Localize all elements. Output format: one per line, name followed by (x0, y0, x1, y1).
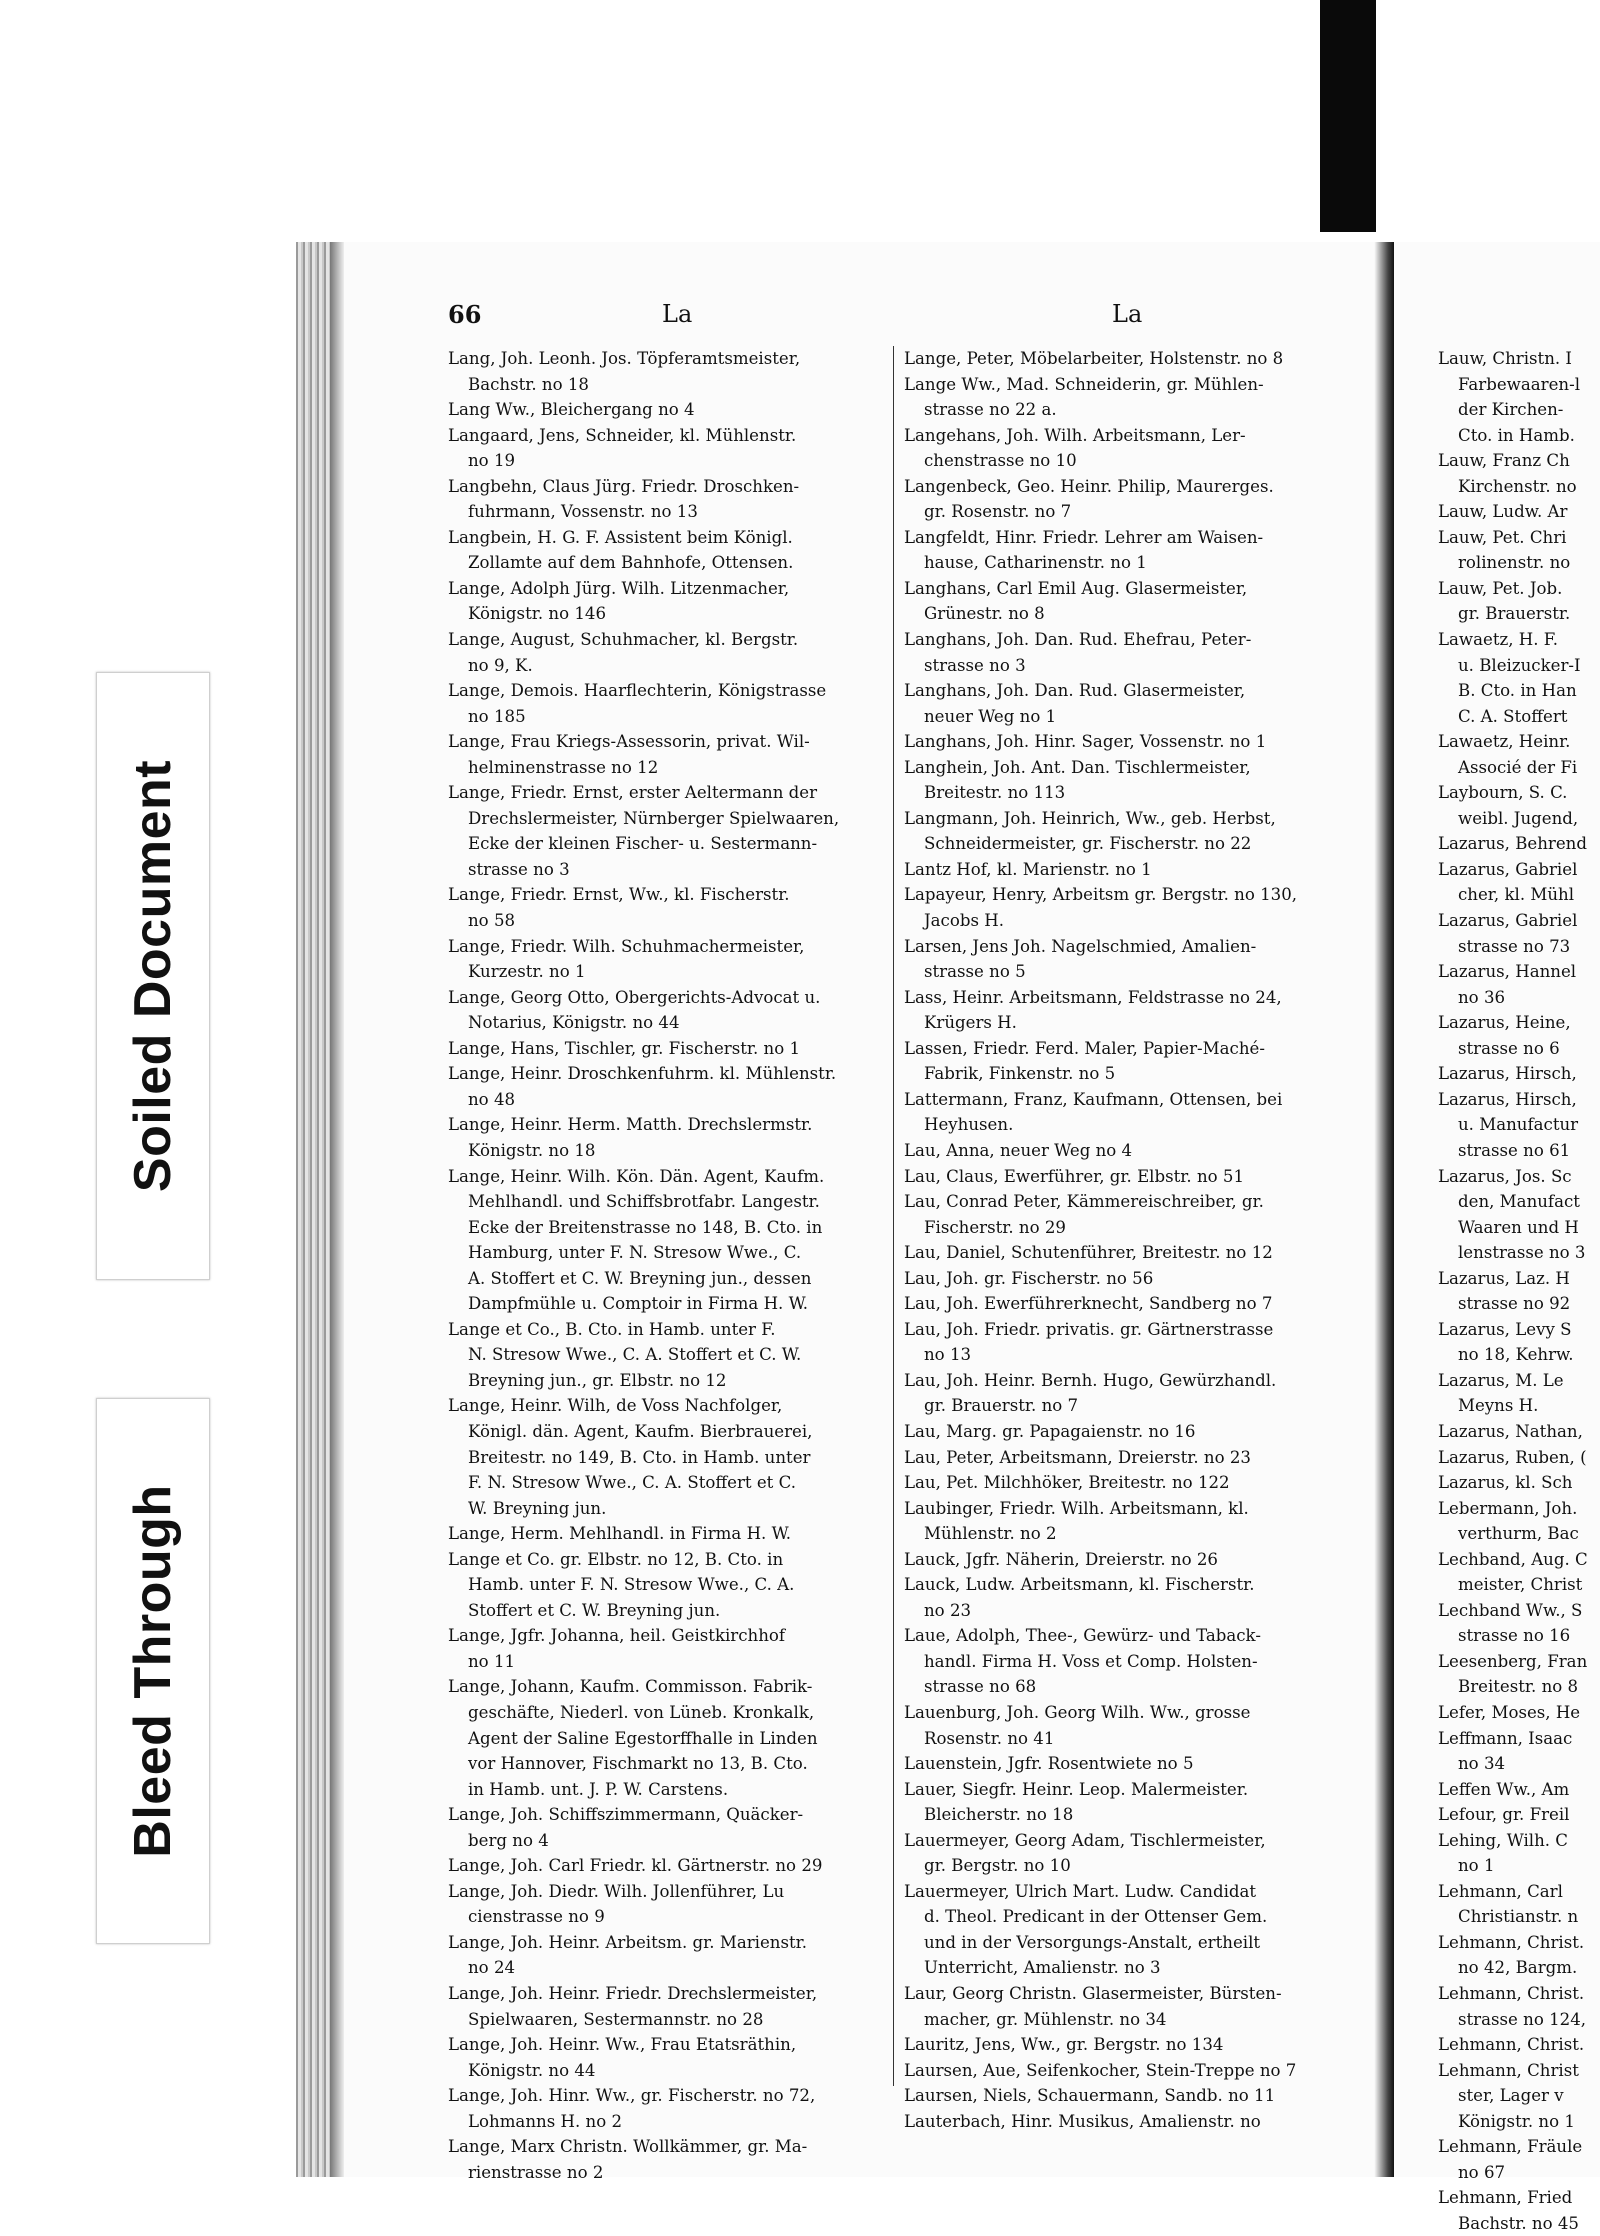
directory-entry-line: Lazarus, Behrend (1438, 834, 1587, 854)
directory-entry-line: Lange et Co. gr. Elbstr. no 12, B. Cto. in (448, 1549, 784, 1569)
directory-entry-line: Lange, Hans, Tischler, gr. Fischerstr. no 1 (448, 1038, 801, 1058)
directory-entry-line: no 42, Bargm. (1458, 1958, 1578, 1978)
directory-entry-line: no 36 (1458, 987, 1506, 1007)
directory-entry-line: Lange, Georg Otto, Obergerichts-Advocat u. (448, 987, 821, 1007)
directory-entry-line: Laur, Georg Christn. Glasermeister, Bürsten- (904, 1984, 1282, 2003)
directory-entry-line: gr. Brauerstr. no 7 (924, 1396, 1079, 1416)
directory-entry-line: Meyns H. (1458, 1396, 1539, 1416)
directory-entry-line: Lapayeur, Henry, Arbeitsm gr. Bergstr. no 130, (904, 885, 1298, 905)
directory-entry-line: Dampfmühle u. Comptoir in Firma H. W. (468, 1294, 809, 1314)
directory-entry-line: no 9, K. (468, 655, 533, 675)
directory-entry-line: no 185 (468, 706, 526, 726)
directory-entry-line: Königstr. no 146 (468, 604, 607, 624)
directory-entry-line: Lazarus, Hirsch, (1438, 1089, 1577, 1109)
directory-entry-line: Farbewaaren-l (1458, 374, 1580, 394)
directory-entry-line: F. N. Stresow Wwe., C. A. Stoffert et C. (468, 1473, 797, 1493)
directory-entry-line: Lange, Friedr. Ernst, Ww., kl. Fischerstr. (448, 885, 790, 905)
directory-entry-line: Ecke der kleinen Fischer- u. Sestermann- (468, 834, 818, 854)
directory-entry-line: Breitestr. no 149, B. Cto. in Hamb. unter (468, 1447, 811, 1467)
directory-entry-line: Laursen, Niels, Schauermann, Sandb. no 11 (904, 2086, 1276, 2106)
directory-entry-line: Lefour, gr. Freil (1438, 1805, 1570, 1825)
directory-entry-line: A. Stoffert et C. W. Breyning jun., dessen (468, 1268, 812, 1288)
directory-entry-line: strasse no 124, (1458, 2009, 1587, 2029)
directory-entry-line: geschäfte, Niederl. von Lüneb. Kronkalk, (468, 1702, 815, 1722)
directory-entry-line: Lange, Joh. Carl Friedr. kl. Gärtnerstr. no 29 (448, 1856, 823, 1876)
directory-entry-line: Associé der Fi (1458, 757, 1578, 777)
directory-entry-line: gr. Rosenstr. no 7 (924, 502, 1072, 522)
directory-entry-line: no 48 (468, 1089, 516, 1109)
directory-entry-line: Lauer, Siegfr. Heinr. Leop. Malermeister. (904, 1779, 1249, 1799)
directory-entry-line: Lau, Daniel, Schutenführer, Breitestr. no 12 (904, 1243, 1273, 1263)
directory-entry-line: Lehmann, Christ. (1438, 1932, 1585, 1952)
directory-entry-line: strasse no 5 (924, 962, 1026, 982)
directory-entry-line: Langehans, Joh. Wilh. Arbeitsmann, Ler- (904, 425, 1246, 445)
directory-entry-line: Lange, Herm. Mehlhandl. in Firma H. W. (448, 1524, 792, 1544)
directory-entry-line: Königstr. no 1 (1458, 2111, 1575, 2131)
directory-entry-line: Leesenberg, Fran (1438, 1651, 1588, 1671)
directory-entry-line: Stoffert et C. W. Breyning jun. (468, 1600, 721, 1620)
directory-entry-line: Lange Ww., Mad. Schneiderin, gr. Mühlen- (904, 374, 1264, 394)
directory-entry-line: Langhein, Joh. Ant. Dan. Tischlermeister, (904, 757, 1251, 777)
page-shadow (330, 242, 344, 2177)
directory-entry-line: Lehmann, Christ (1438, 2060, 1579, 2080)
directory-entry-line: Grünestr. no 8 (924, 604, 1045, 624)
directory-entry-line: Lehing, Wilh. C (1438, 1830, 1569, 1850)
directory-entry-line: strasse no 22 a. (924, 400, 1057, 420)
directory-entry-line: no 23 (924, 1600, 972, 1620)
directory-entry-line: no 11 (468, 1651, 516, 1671)
directory-entry-line: cher, kl. Mühl (1458, 885, 1575, 905)
directory-entry-line: den, Manufact (1458, 1192, 1580, 1212)
directory-entry-line: no 18, Kehrw. (1458, 1345, 1574, 1365)
directory-entry-line: Lange, Joh. Diedr. Wilh. Jollenführer, Lu (448, 1881, 785, 1901)
directory-entry-line: strasse no 6 (1458, 1038, 1560, 1058)
directory-entry-line: no 34 (1458, 1754, 1506, 1774)
directory-entry-line: Mehlhandl. und Schiffsbrotfabr. Langestr. (468, 1192, 820, 1212)
directory-entry-line: Lau, Anna, neuer Weg no 4 (904, 1140, 1133, 1160)
directory-entry-line: Königl. dän. Agent, Kaufm. Bierbrauerei, (468, 1421, 813, 1441)
directory-entry-line: Lau, Marg. gr. Papagaienstr. no 16 (904, 1421, 1196, 1441)
directory-entry-line: hause, Catharinenstr. no 1 (924, 553, 1147, 573)
directory-entry-line: Lazarus, Levy S (1438, 1319, 1572, 1339)
directory-entry-line: Bleicherstr. no 18 (924, 1805, 1074, 1825)
directory-entry-line: Königstr. no 18 (468, 1140, 596, 1160)
directory-entry-line: Lau, Claus, Ewerführer, gr. Elbstr. no 51 (904, 1166, 1245, 1186)
directory-entry-line: Lechband, Aug. C (1438, 1549, 1588, 1569)
soiled-document-label (96, 672, 210, 1280)
directory-entry-line: no 13 (924, 1345, 972, 1365)
directory-entry-line: Leffmann, Isaac (1438, 1728, 1573, 1748)
directory-entry-line: Lauermeyer, Ulrich Mart. Ludw. Candidat (904, 1881, 1257, 1901)
directory-entry-line: Lange, Joh. Schiffszimmermann, Quäcker- (448, 1805, 804, 1825)
directory-entry-line: strasse no 3 (924, 655, 1026, 675)
directory-entry-line: Lau, Pet. Milchhöker, Breitestr. no 122 (904, 1473, 1230, 1493)
directory-entry-line: Krügers H. (924, 1013, 1017, 1033)
directory-entry-line: no 24 (468, 1958, 516, 1978)
directory-entry-line: Lange, Johann, Kaufm. Commisson. Fabrik- (448, 1677, 813, 1697)
directory-entry-line: helminenstrasse no 12 (468, 757, 659, 777)
directory-entry-line: Fabrik, Finkenstr. no 5 (924, 1064, 1116, 1084)
directory-entry-line: Lange, Heinr. Wilh. Kön. Dän. Agent, Kaufm. (448, 1166, 825, 1186)
directory-entry-line: Lauterbach, Hinr. Musikus, Amalienstr. no (904, 2111, 1261, 2131)
directory-entry-line: C. A. Stoffert (1458, 706, 1568, 726)
directory-entry-line: gr. Brauerstr. (1458, 604, 1571, 624)
directory-entry-line: Rosenstr. no 41 (924, 1728, 1055, 1748)
directory-entry-line: Langmann, Joh. Heinrich, Ww., geb. Herbst, (904, 808, 1276, 828)
directory-entry-line: ster, Lager v (1458, 2086, 1564, 2106)
directory-column-middle (904, 346, 1350, 2134)
directory-entry-line: Lehmann, Fräule (1438, 2137, 1583, 2157)
directory-column-left (448, 346, 888, 2185)
directory-entry-line: W. Breyning jun. (468, 1498, 607, 1518)
directory-entry-line: Lechband Ww., S (1438, 1600, 1583, 1620)
directory-entry-line: macher, gr. Mühlenstr. no 34 (924, 2009, 1167, 2029)
directory-entry-line: neuer Weg no 1 (924, 706, 1057, 726)
directory-entry-line: Langbein, H. G. F. Assistent beim Königl. (448, 527, 793, 547)
directory-entry-line: Lazarus, M. Le (1438, 1370, 1564, 1390)
directory-entry-line: Jacobs H. (924, 911, 1004, 931)
bleed-through-label (96, 1398, 210, 1944)
directory-entry-line: Lauenburg, Joh. Georg Wilh. Ww., grosse (904, 1702, 1251, 1722)
bleed-through-text: Bleed Through (124, 1484, 182, 1858)
directory-entry-line: Lauw, Pet. Job. (1438, 578, 1563, 598)
directory-entry-line: und in der Versorgungs-Anstalt, ertheilt (924, 1932, 1261, 1952)
directory-entry-line: Langhans, Joh. Hinr. Sager, Vossenstr. no 1 (904, 732, 1267, 752)
directory-entry-line: Agent der Saline Egestorffhalle in Linden (468, 1728, 818, 1748)
directory-entry-line: Lau, Peter, Arbeitsmann, Dreierstr. no 23 (904, 1447, 1251, 1467)
directory-entry-line: Lauritz, Jens, Ww., gr. Bergstr. no 134 (904, 2035, 1224, 2055)
directory-entry-line: Ecke der Breitenstrasse no 148, B. Cto. in (468, 1217, 823, 1237)
directory-entry-line: lenstrasse no 3 (1458, 1243, 1586, 1263)
directory-entry-line: Hamburg, unter F. N. Stresow Wwe., C. (468, 1243, 802, 1263)
book-gutter (1374, 242, 1394, 2177)
directory-entry-line: rolinenstr. no (1458, 553, 1571, 573)
directory-entry-line: Lantz Hof, kl. Marienstr. no 1 (904, 859, 1152, 879)
directory-entry-line: handl. Firma H. Voss et Comp. Holsten- (924, 1651, 1258, 1671)
directory-entry-line: strasse no 73 (1458, 936, 1571, 956)
directory-entry-line: Lehmann, Carl (1438, 1881, 1563, 1901)
directory-entry-line: Christianstr. n (1458, 1907, 1579, 1927)
directory-entry-line: Lebermann, Joh. (1438, 1498, 1578, 1518)
directory-entry-line: Spielwaaren, Sestermannstr. no 28 (468, 2009, 764, 2029)
directory-entry-line: Unterricht, Amalienstr. no 3 (924, 1958, 1161, 1978)
directory-entry-line: Heyhusen. (924, 1115, 1014, 1135)
directory-entry-line: Lange, Heinr. Herm. Matth. Drechslermstr. (448, 1115, 813, 1135)
directory-entry-line: Zollamte auf dem Bahnhofe, Ottensen. (468, 553, 794, 573)
directory-entry-line: Lassen, Friedr. Ferd. Maler, Papier-Maché- (904, 1038, 1265, 1058)
directory-entry-line: Langhans, Joh. Dan. Rud. Glasermeister, (904, 681, 1246, 701)
directory-entry-line: Lau, Joh. gr. Fischerstr. no 56 (904, 1268, 1154, 1288)
directory-entry-line: Lehmann, Christ. (1438, 2035, 1585, 2055)
directory-entry-line: Lange, August, Schuhmacher, kl. Bergstr. (448, 630, 799, 650)
running-header-left: La (662, 300, 693, 328)
directory-entry-line: Lang Ww., Bleichergang no 4 (448, 400, 695, 420)
directory-entry-line: Langhans, Carl Emil Aug. Glasermeister, (904, 578, 1248, 598)
directory-entry-line: Waaren und H (1458, 1217, 1579, 1237)
directory-entry-line: Lefer, Moses, He (1438, 1702, 1581, 1722)
directory-entry-line: Lau, Joh. Ewerführerknecht, Sandberg no 7 (904, 1294, 1273, 1314)
directory-entry-line: Königstr. no 44 (468, 2060, 596, 2080)
directory-entry-line: Laubinger, Friedr. Wilh. Arbeitsmann, kl. (904, 1498, 1249, 1518)
directory-entry-line: Lazarus, Hirsch, (1438, 1064, 1577, 1084)
directory-entry-line: Bachstr. no 45 (1458, 2213, 1579, 2233)
directory-entry-line: Lauermeyer, Georg Adam, Tischlermeister, (904, 1830, 1266, 1850)
directory-entry-line: no 1 (1458, 1856, 1495, 1876)
directory-entry-line: Fischerstr. no 29 (924, 1217, 1066, 1237)
directory-entry-line: chenstrasse no 10 (924, 451, 1077, 471)
directory-entry-line: Lazarus, Gabriel (1438, 859, 1578, 879)
directory-entry-line: Lange, Marx Christn. Wollkämmer, gr. Ma- (448, 2137, 808, 2157)
directory-entry-line: Lau, Joh. Friedr. privatis. gr. Gärtnerstrasse (904, 1319, 1274, 1339)
directory-entry-line: Lawaetz, Heinr. (1438, 732, 1571, 752)
directory-entry-line: gr. Bergstr. no 10 (924, 1856, 1071, 1876)
directory-entry-line: Cto. in Hamb. (1458, 425, 1575, 445)
directory-entry-line: Laursen, Aue, Seifenkocher, Stein-Treppe no 7 (904, 2060, 1297, 2080)
page-number: 66 (448, 300, 482, 329)
directory-entry-line: Lauck, Jgfr. Näherin, Dreierstr. no 26 (904, 1549, 1218, 1569)
directory-entry-line: Leffen Ww., Am (1438, 1779, 1570, 1799)
directory-entry-line: Lange, Joh. Hinr. Ww., gr. Fischerstr. no 72, (448, 2086, 816, 2106)
directory-entry-line: Breitestr. no 8 (1458, 1677, 1579, 1697)
directory-entry-line: Lauw, Ludw. Ar (1438, 502, 1568, 522)
directory-entry-line: vor Hannover, Fischmarkt no 13, B. Cto. (468, 1754, 808, 1774)
directory-entry-line: Langbehn, Claus Jürg. Friedr. Droschken- (448, 476, 800, 496)
directory-entry-line: Lauw, Pet. Chri (1438, 527, 1567, 547)
directory-entry-line: Kurzestr. no 1 (468, 962, 586, 982)
directory-entry-line: Bachstr. no 18 (468, 374, 589, 394)
directory-entry-line: rienstrasse no 2 (468, 2162, 604, 2182)
directory-entry-line: Lazarus, Heine, (1438, 1013, 1571, 1033)
directory-entry-line: Lass, Heinr. Arbeitsmann, Feldstrasse no 24, (904, 987, 1282, 1007)
directory-entry-line: weibl. Jugend, (1458, 808, 1579, 828)
directory-entry-line: Langfeldt, Hinr. Friedr. Lehrer am Waisen- (904, 527, 1264, 547)
directory-entry-line: fuhrmann, Vossenstr. no 13 (468, 502, 698, 522)
directory-entry-line: d. Theol. Predicant in der Ottenser Gem. (924, 1907, 1268, 1927)
directory-entry-line: Lange, Peter, Möbelarbeiter, Holstenstr. no 8 (904, 349, 1284, 368)
directory-entry-line: Laue, Adolph, Thee-, Gewürz- und Taback- (904, 1626, 1261, 1646)
running-header-right: La (1112, 300, 1143, 328)
directory-entry-line: der Kirchen- (1458, 400, 1564, 420)
directory-entry-line: u. Manufactur (1458, 1115, 1579, 1135)
directory-entry-line: strasse no 61 (1458, 1140, 1571, 1160)
directory-entry-line: Lazarus, Hannel (1438, 962, 1577, 982)
directory-entry-line: Lange, Friedr. Wilh. Schuhmachermeister, (448, 936, 805, 956)
black-strip (1320, 0, 1376, 232)
directory-entry-line: Lazarus, Gabriel (1438, 911, 1578, 931)
directory-entry-line: strasse no 92 (1458, 1294, 1571, 1314)
directory-entry-line: Lange, Heinr. Wilh, de Voss Nachfolger, (448, 1396, 783, 1416)
column-divider (893, 346, 894, 2086)
directory-entry-line: Langaard, Jens, Schneider, kl. Mühlenstr. (448, 425, 797, 445)
directory-entry-line: Lange, Adolph Jürg. Wilh. Litzenmacher, (448, 578, 790, 598)
directory-entry-line: Lang, Joh. Leonh. Jos. Töpferamtsmeister, (448, 349, 801, 368)
directory-entry-line: strasse no 16 (1458, 1626, 1571, 1646)
directory-entry-line: Lazarus, kl. Sch (1438, 1473, 1573, 1493)
directory-entry-line: Lange, Frau Kriegs-Assessorin, privat. Wil- (448, 732, 810, 752)
directory-entry-line: Lange, Heinr. Droschkenfuhrm. kl. Mühlenstr. (448, 1064, 837, 1084)
directory-entry-line: B. Cto. in Han (1458, 681, 1577, 701)
directory-entry-line: Lazarus, Jos. Sc (1438, 1166, 1572, 1186)
directory-entry-line: Lau, Joh. Heinr. Bernh. Hugo, Gewürzhandl. (904, 1370, 1277, 1390)
directory-entry-line: no 67 (1458, 2162, 1506, 2182)
directory-entry-line: Lau, Conrad Peter, Kämmereischreiber, gr. (904, 1192, 1264, 1212)
directory-entry-line: no 58 (468, 911, 516, 931)
directory-entry-line: in Hamb. unt. J. P. W. Carstens. (468, 1779, 729, 1799)
directory-entry-line: Lehmann, Christ. (1438, 1984, 1585, 2003)
directory-entry-line: u. Bleizucker-I (1458, 655, 1581, 675)
directory-entry-line: Lattermann, Franz, Kaufmann, Ottensen, bei (904, 1089, 1283, 1109)
directory-entry-line: Lange et Co., B. Cto. in Hamb. unter F. (448, 1319, 776, 1339)
directory-entry-line: Lauenstein, Jgfr. Rosentwiete no 5 (904, 1754, 1194, 1774)
directory-entry-line: Mühlenstr. no 2 (924, 1524, 1057, 1544)
directory-entry-line: Lange, Joh. Heinr. Ww., Frau Etatsräthin, (448, 2035, 797, 2055)
directory-entry-line: Hamb. unter F. N. Stresow Wwe., C. A. (468, 1575, 795, 1595)
directory-entry-line: N. Stresow Wwe., C. A. Stoffert et C. W. (468, 1345, 802, 1365)
directory-entry-line: Lange, Joh. Heinr. Friedr. Drechslermeister, (448, 1984, 818, 2003)
directory-entry-line: Lauw, Christn. I (1438, 349, 1572, 368)
directory-entry-line: Notarius, Königstr. no 44 (468, 1013, 680, 1033)
directory-entry-line: Lehmann, Fried (1438, 2188, 1573, 2208)
directory-entry-line: strasse no 68 (924, 1677, 1037, 1697)
directory-entry-line: Drechslermeister, Nürnberger Spielwaaren, (468, 808, 840, 828)
directory-entry-line: Lazarus, Laz. H (1438, 1268, 1570, 1288)
directory-entry-line: Schneidermeister, gr. Fischerstr. no 22 (924, 834, 1252, 854)
directory-entry-line: Lange, Friedr. Ernst, erster Aeltermann der (448, 783, 818, 803)
soiled-document-text: Soiled Document (124, 759, 182, 1193)
directory-entry-line: Lawaetz, H. F. (1438, 630, 1559, 650)
directory-entry-line: Breitestr. no 113 (924, 783, 1066, 803)
directory-entry-line: Lauck, Ludw. Arbeitsmann, kl. Fischerstr. (904, 1575, 1255, 1595)
directory-entry-line: meister, Christ (1458, 1575, 1583, 1595)
directory-entry-line: Langenbeck, Geo. Heinr. Philip, Maurerges. (904, 476, 1274, 496)
directory-entry-line: Langhans, Joh. Dan. Rud. Ehefrau, Peter- (904, 630, 1252, 650)
directory-entry-line: strasse no 3 (468, 859, 570, 879)
directory-entry-line: Lange, Joh. Heinr. Arbeitsm. gr. Marienstr. (448, 1932, 808, 1952)
directory-entry-line: berg no 4 (468, 1830, 549, 1850)
directory-column-right-page (1438, 346, 1600, 2236)
directory-entry-line: Lazarus, Nathan, (1438, 1421, 1583, 1441)
directory-entry-line: Laybourn, S. C. (1438, 783, 1568, 803)
directory-entry-line: Lohmanns H. no 2 (468, 2111, 623, 2131)
directory-entry-line: Lazarus, Ruben, ( (1438, 1447, 1587, 1467)
directory-entry-line: Kirchenstr. no (1458, 476, 1577, 496)
book-page-edges (296, 242, 330, 2177)
directory-entry-line: cienstrasse no 9 (468, 1907, 605, 1927)
directory-entry-line: no 19 (468, 451, 516, 471)
directory-entry-line: Lange, Jgfr. Johanna, heil. Geistkirchhof (448, 1626, 786, 1646)
directory-entry-line: Lauw, Franz Ch (1438, 451, 1570, 471)
directory-entry-line: verthurm, Bac (1458, 1524, 1579, 1544)
directory-entry-line: Larsen, Jens Joh. Nagelschmied, Amalien- (904, 936, 1257, 956)
directory-entry-line: Lange, Demois. Haarflechterin, Königstrasse (448, 681, 827, 701)
directory-entry-line: Breyning jun., gr. Elbstr. no 12 (468, 1370, 727, 1390)
